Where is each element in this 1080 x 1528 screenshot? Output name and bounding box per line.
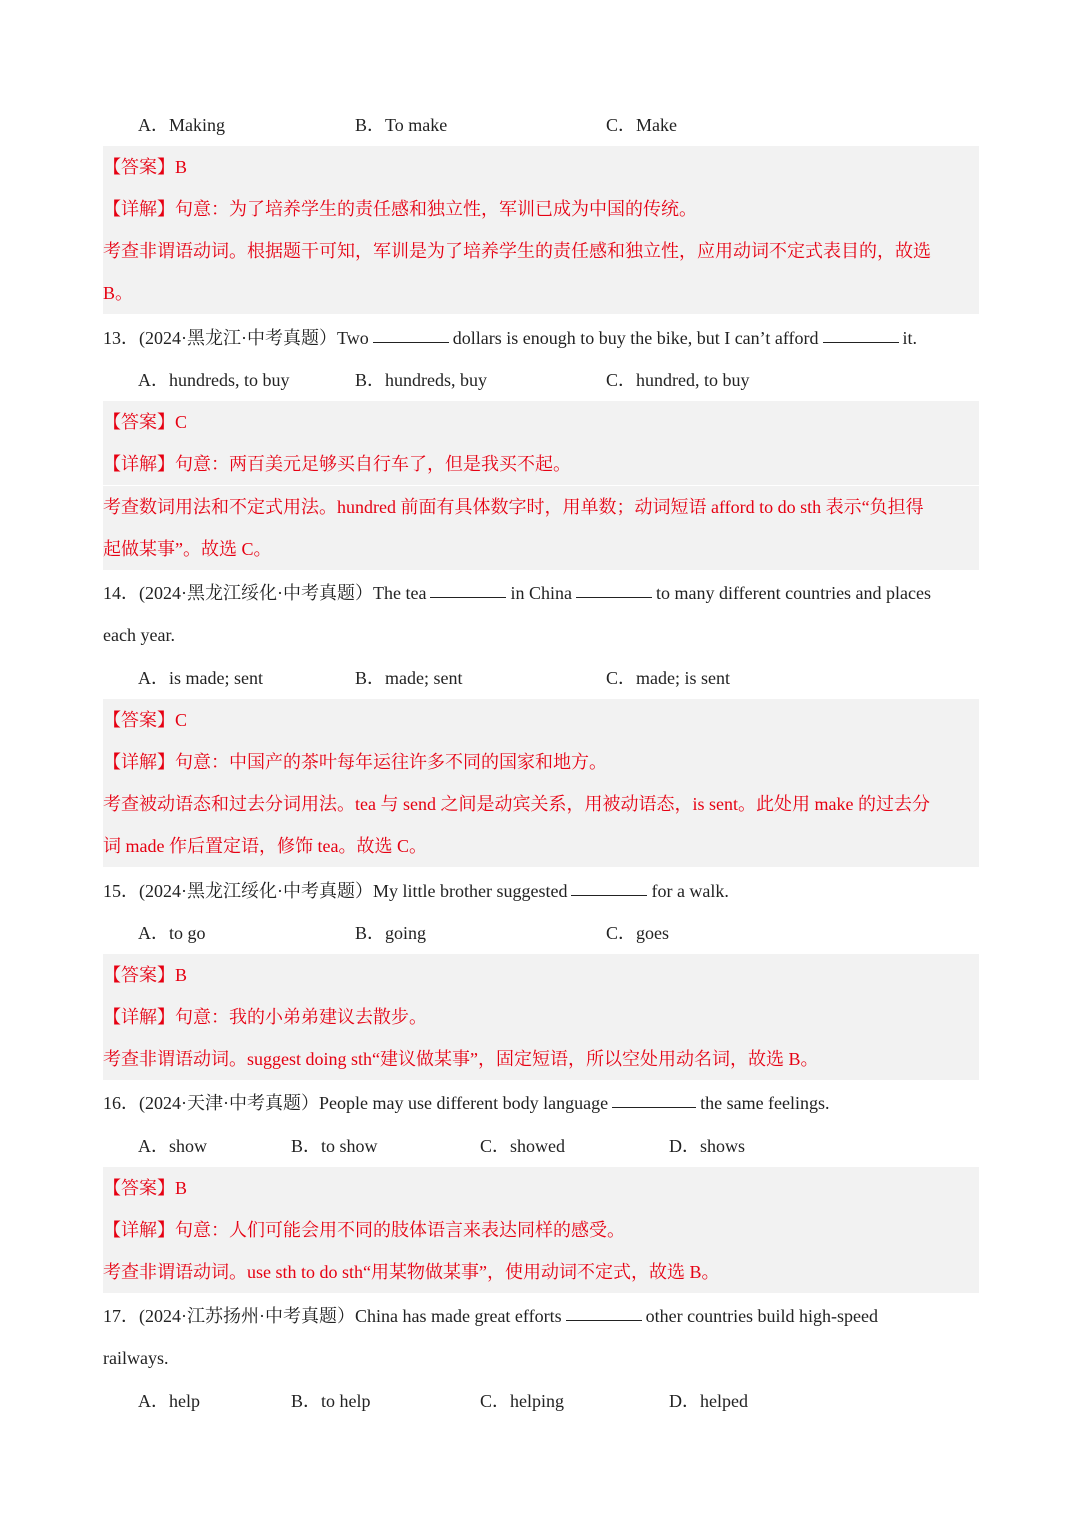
- q17-option-b: B．to help: [291, 1391, 371, 1411]
- q17-source: (2024·江苏扬州·中考真题）: [139, 1306, 355, 1326]
- q17-stem-line1: [103, 1295, 979, 1337]
- q15-stem-a: My little brother suggested: [372, 881, 568, 901]
- q13-option-a: A．hundreds, to buy: [138, 370, 290, 390]
- q13-analysis-line1: 考查数词用法和不定式用法。hundred 前面有具体数字时，用单数；动词短语 afford to do sth 表示“负担得: [103, 486, 979, 528]
- q12-option-b: B．To make: [355, 115, 448, 135]
- q13-stem-b: dollars is enough to buy the bike, but I can’t afford: [452, 328, 819, 348]
- q14-stem-a: The tea: [372, 583, 427, 603]
- q12-analysis-line1: 考查非谓语动词。根据题干可知，军训是为了培养学生的责任感和独立性，应用动词不定式表目的，故选: [103, 230, 979, 272]
- q14-blank-2: [576, 596, 652, 598]
- q14-stem-c: to many different countries and places: [655, 583, 932, 603]
- q13-option-b: B．hundreds, buy: [355, 370, 487, 390]
- q17-stem-b: other countries build high-speed: [645, 1306, 879, 1326]
- q17-blank-1: [566, 1319, 642, 1321]
- q17-option-d: D．helped: [669, 1391, 748, 1411]
- q14-stem-line1: [103, 572, 979, 614]
- q15-option-c: C．goes: [606, 923, 669, 943]
- q16-stem-b: the same feelings.: [700, 1093, 830, 1113]
- q16-stem: [103, 1082, 979, 1124]
- q16-option-d: D．shows: [669, 1136, 746, 1156]
- q16-stem-a: People may use different body language: [318, 1093, 609, 1113]
- q15-source: (2024·黑龙江绥化·中考真题）: [139, 881, 373, 901]
- q16-option-b: B．to show: [291, 1136, 378, 1156]
- q15-number: 15．: [103, 881, 139, 901]
- q16-options: [103, 1125, 979, 1167]
- q17-option-c: C．helping: [480, 1391, 564, 1411]
- q13-stem-a: Two: [336, 328, 369, 348]
- q14-option-a: A．is made; sent: [138, 668, 263, 688]
- q16-blank-1: [612, 1106, 696, 1108]
- q15-options: [103, 912, 979, 954]
- q16-option-c: C．showed: [480, 1136, 565, 1156]
- q15-option-b: B．going: [355, 923, 427, 943]
- q14-analysis-line1: 考查被动语态和过去分词用法。tea 与 send 之间是动宾关系，用被动语态，is sent。此处用 make 的过去分: [103, 783, 979, 825]
- q13-answer: 【答案】C: [103, 401, 979, 443]
- q14-option-b: B．made; sent: [355, 668, 463, 688]
- q12-analysis-line2: B。: [103, 272, 979, 314]
- q14-source: (2024·黑龙江绥化·中考真题）: [139, 583, 373, 603]
- q13-options: [103, 359, 979, 401]
- q14-options: [103, 657, 979, 699]
- q13-blank-1: [373, 341, 449, 343]
- q14-analysis-line2: 词 made 作后置定语，修饰 tea。故选 C。: [103, 825, 979, 867]
- q17-option-a: A．help: [138, 1391, 200, 1411]
- q12-options: [103, 104, 979, 146]
- q12-option-c: C．Make: [606, 115, 677, 135]
- q17-number: 17．: [103, 1306, 139, 1326]
- q13-option-c: C．hundred, to buy: [606, 370, 750, 390]
- q16-number: 16．: [103, 1093, 139, 1113]
- q15-analysis-line1: 考查非谓语动词。suggest doing sth“建议做某事”，固定短语，所以空处用动名词，故选 B。: [103, 1038, 979, 1080]
- q16-option-a: A．show: [138, 1136, 208, 1156]
- q16-analysis-line1: 考查非谓语动词。use sth to do sth“用某物做某事”，使用动词不定式，故选 B。: [103, 1251, 979, 1293]
- q13-blank-2: [823, 341, 899, 343]
- q16-source: (2024·天津·中考真题）: [139, 1093, 319, 1113]
- q13-detail: 【详解】句意：两百美元足够买自行车了，但是我买不起。: [103, 443, 979, 485]
- q15-detail: 【详解】句意：我的小弟弟建议去散步。: [103, 996, 979, 1038]
- q15-blank-1: [571, 894, 647, 896]
- q14-option-c: C．made; is sent: [606, 668, 730, 688]
- q13-stem-c: it.: [902, 328, 918, 348]
- q15-stem: [103, 870, 979, 912]
- q14-detail: 【详解】句意：中国产的茶叶每年运往许多不同的国家和地方。: [103, 741, 979, 783]
- q14-stem-line2: each year.: [103, 625, 175, 645]
- q12-detail: 【详解】句意：为了培养学生的责任感和独立性，军训已成为中国的传统。: [103, 188, 979, 230]
- q15-option-a: A．to go: [138, 923, 206, 943]
- q14-blank-1: [430, 596, 506, 598]
- q17-options: [103, 1380, 979, 1422]
- q13-number: 13．: [103, 328, 139, 348]
- q14-stem-b: in China: [510, 583, 572, 603]
- q15-stem-b: for a walk.: [651, 881, 729, 901]
- q16-answer: 【答案】B: [103, 1167, 979, 1209]
- q17-stem-a: China has made great efforts: [354, 1306, 562, 1326]
- q15-answer: 【答案】B: [103, 954, 979, 996]
- q17-stem-line2: railways.: [103, 1348, 169, 1368]
- q14-answer: 【答案】C: [103, 699, 979, 741]
- q13-stem: [103, 317, 979, 359]
- q13-analysis-line2: 起做某事”。故选 C。: [103, 528, 979, 570]
- q13-source: (2024·黑龙江·中考真题）: [139, 328, 337, 348]
- q14-number: 14．: [103, 583, 139, 603]
- q12-option-a: A．Making: [138, 115, 225, 135]
- q16-detail: 【详解】句意：人们可能会用不同的肢体语言来表达同样的感受。: [103, 1209, 979, 1251]
- q12-answer: 【答案】B: [103, 146, 979, 188]
